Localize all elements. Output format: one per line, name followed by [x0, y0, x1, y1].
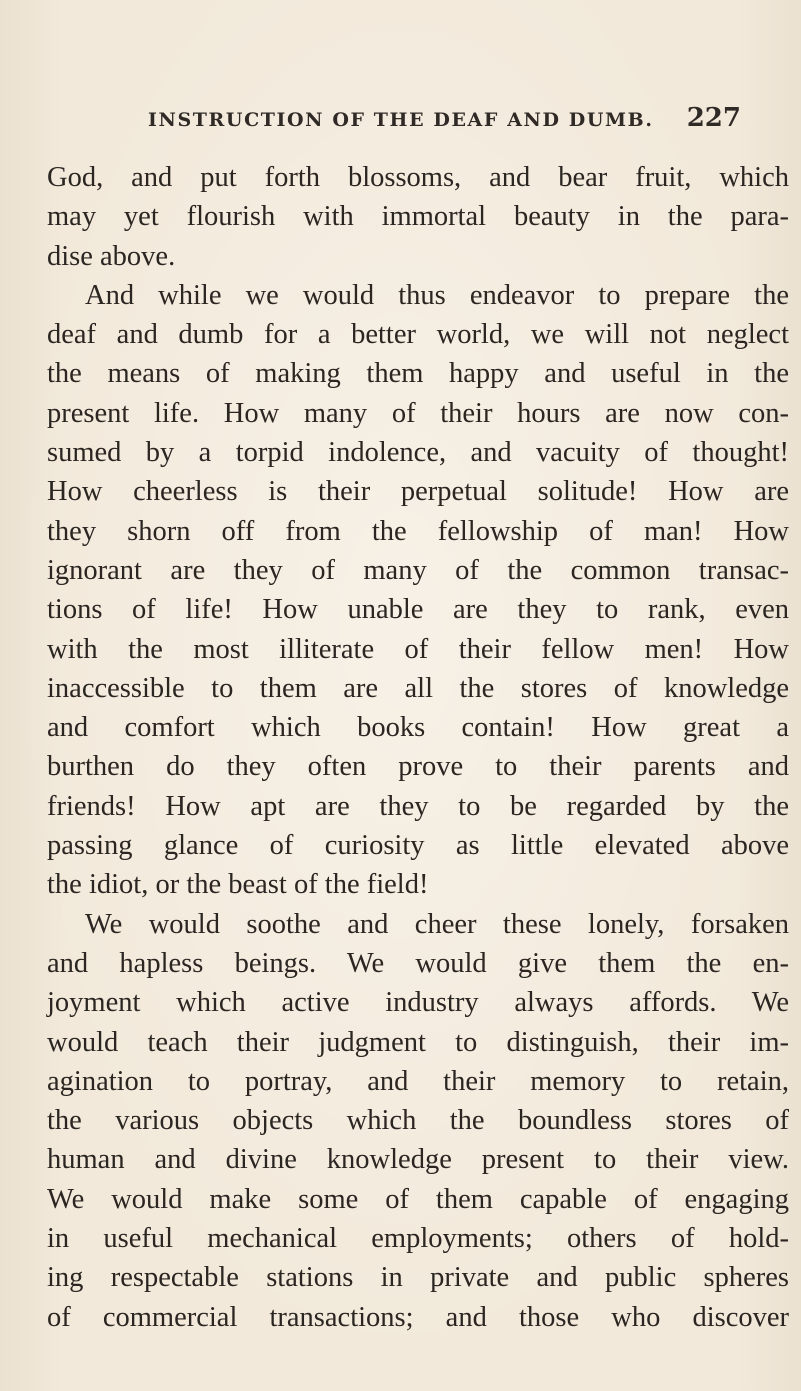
- page-number: 227: [686, 103, 741, 133]
- text-line: joyment which active industry always affords. We: [47, 987, 789, 1019]
- text-line: burthen do they often prove to their parents and: [47, 751, 789, 783]
- text-line: the various objects which the boundless stores of: [47, 1105, 789, 1137]
- text-line: sumed by a torpid indolence, and vacuity of thought!: [47, 437, 789, 469]
- page-header: [0, 103, 801, 143]
- text-line: agination to portray, and their memory to retain,: [47, 1065, 789, 1097]
- text-line: deaf and dumb for a better world, we will not neglect: [47, 319, 789, 351]
- text-line: And while we would thus endeavor to prepare the: [85, 279, 789, 311]
- text-line: human and divine knowledge present to their view.: [47, 1144, 789, 1176]
- text-line: the means of making them happy and useful in the: [47, 358, 789, 390]
- text-line: with the most illiterate of their fellow men! How: [47, 633, 789, 665]
- text-line: of commercial transactions; and those who discover: [47, 1301, 789, 1333]
- text-line: may yet flourish with immortal beauty in the para-: [47, 201, 789, 233]
- text-line: We would soothe and cheer these lonely, forsaken: [85, 908, 789, 940]
- text-line: How cheerless is their perpetual solitude! How are: [47, 476, 789, 508]
- text-line: We would make some of them capable of engaging: [47, 1183, 789, 1215]
- text-line: tions of life! How unable are they to rank, even: [47, 594, 789, 626]
- text-line: dise above.: [47, 240, 176, 272]
- running-head: INSTRUCTION OF THE DEAF AND DUMB.: [148, 109, 654, 131]
- body-text: [47, 158, 789, 1337]
- text-line: passing glance of curiosity as little elevated above: [47, 830, 789, 862]
- text-line: and hapless beings. We would give them the en-: [47, 947, 789, 979]
- text-line: ignorant are they of many of the common transac-: [47, 554, 789, 586]
- text-line: present life. How many of their hours are now con-: [47, 397, 789, 429]
- text-line: would teach their judgment to distinguish, their im-: [47, 1026, 789, 1058]
- text-line: inaccessible to them are all the stores of knowledge: [47, 672, 789, 704]
- text-line: in useful mechanical employments; others of hold-: [47, 1223, 789, 1255]
- text-line: they shorn off from the fellowship of man! How: [47, 515, 789, 547]
- text-line: ing respectable stations in private and public spheres: [47, 1262, 789, 1294]
- text-line: friends! How apt are they to be regarded by the: [47, 790, 789, 822]
- text-line: and comfort which books contain! How great a: [47, 712, 789, 744]
- text-line: God, and put forth blossoms, and bear fruit, which: [47, 162, 789, 193]
- text-line: the idiot, or the beast of the field!: [47, 869, 429, 901]
